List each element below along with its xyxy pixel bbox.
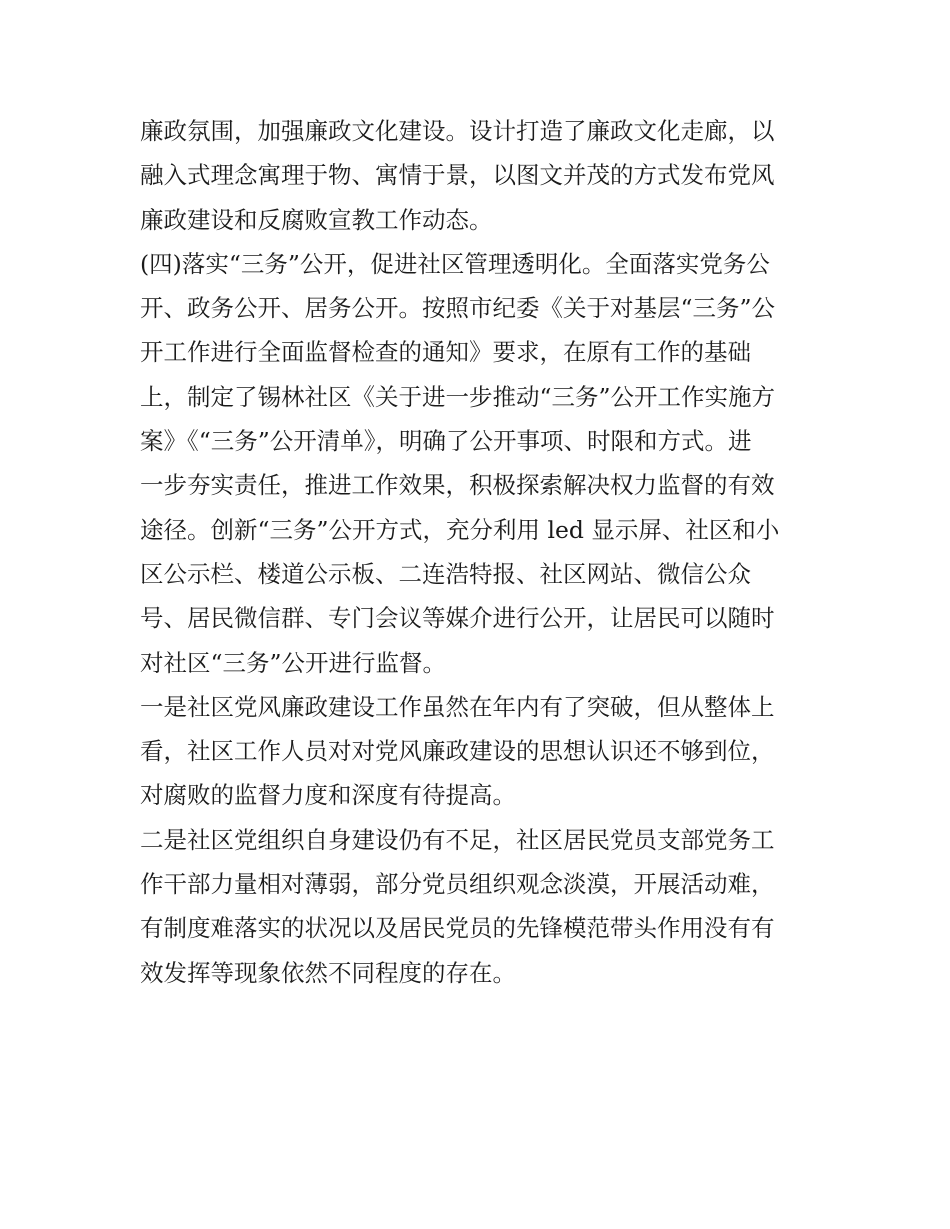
text-line: 效发挥等现象依然不同程度的存在。 [140, 958, 516, 987]
text-line: 廉政建设和反腐败宣教工作动态。 [140, 205, 493, 234]
text-line: 上，制定了锡林社区《关于进一步推动“三务”公开工作实施方 [140, 382, 776, 411]
paragraph-lian-zheng-culture [140, 109, 820, 242]
text-line: 对社区“三务”公开进行监督。 [140, 648, 447, 677]
text-line: (四)落实“三务”公开，促进社区管理透明化。全面落实党务公 [140, 249, 770, 278]
paragraph-problem-one [140, 685, 820, 818]
text-line: 廉政氛围，加强廉政文化建设。设计打造了廉政文化走廊，以 [140, 117, 775, 145]
text-line: 融入式理念寓理于物、寓情于景，以图文并茂的方式发布党风 [140, 161, 775, 190]
text-line: 二是社区党组织自身建设仍有不足，社区居民党员支部党务工 [140, 825, 775, 854]
text-line: 看，社区工作人员对对党风廉政建设的思想认识还不够到位， [140, 737, 775, 766]
text-line: 对腐败的监督力度和深度有待提高。 [140, 781, 516, 810]
text-line: 案》《“三务”公开清单》，明确了公开事项、时限和方式。进 [140, 427, 752, 456]
text-line: 区公示栏、楼道公示板、二连浩特报、社区网站、微信公众 [140, 559, 751, 588]
paragraph-problem-two [140, 818, 820, 995]
document-page [140, 109, 820, 995]
text-line: 一是社区党风廉政建设工作虽然在年内有了突破，但从整体上 [140, 692, 775, 721]
paragraph-san-wu-disclosure [140, 242, 820, 685]
text-line: 途径。创新“三务”公开方式，充分利用 led 显示屏、社区和小 [140, 515, 780, 544]
text-line: 开工作进行全面监督检查的通知》要求，在原有工作的基础 [140, 338, 751, 367]
text-line: 有制度难落实的状况以及居民党员的先锋模范带头作用没有有 [140, 914, 775, 943]
text-line: 开、政务公开、居务公开。按照市纪委《关于对基层“三务”公 [140, 294, 776, 323]
text-line: 一步夯实责任，推进工作效果，积极探索解决权力监督的有效 [140, 471, 775, 500]
text-line: 作干部力量相对薄弱，部分党员组织观念淡漠，开展活动难， [140, 870, 775, 899]
text-line: 号、居民微信群、专门会议等媒介进行公开，让居民可以随时 [140, 604, 775, 633]
